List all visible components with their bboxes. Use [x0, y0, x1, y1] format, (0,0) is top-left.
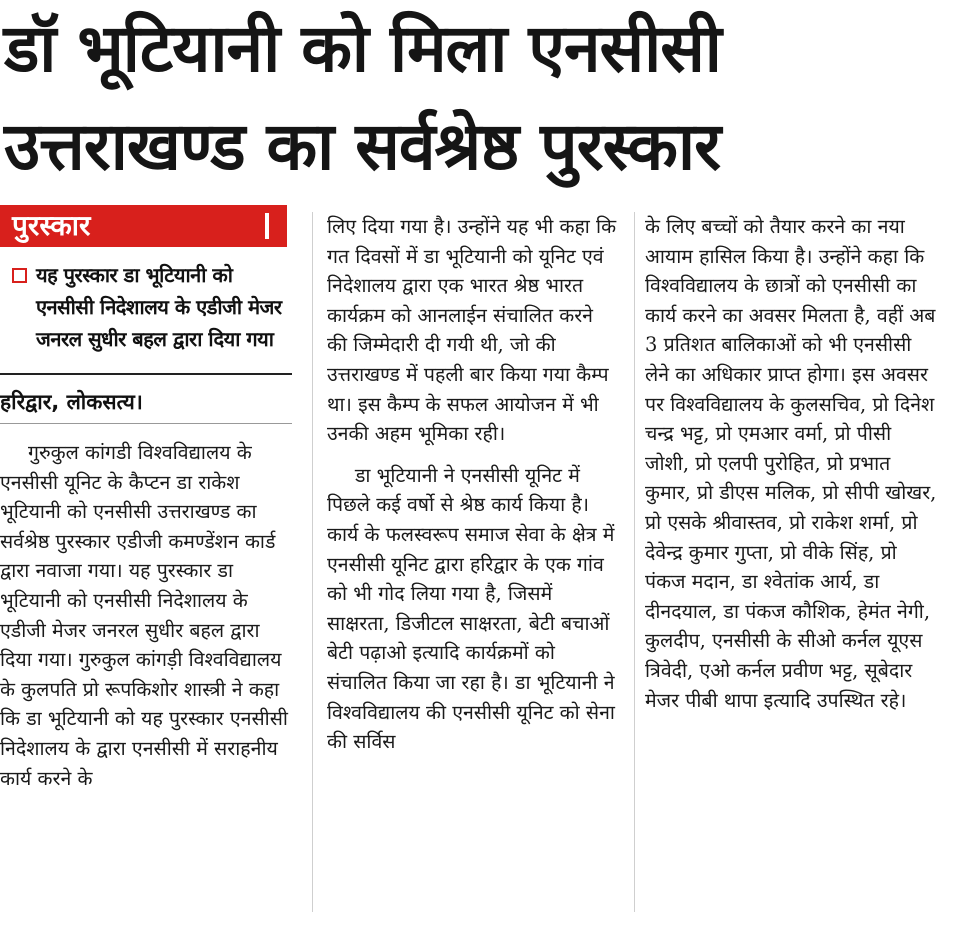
column-3: [645, 212, 940, 715]
column-1: [0, 205, 292, 793]
divider-thin: [0, 423, 292, 424]
headline-line-2: उत्तराखण्ड का सर्वश्रेष्ठ पुरस्कार: [4, 108, 721, 185]
column-1-paragraph: गुरुकुल कांगडी विश्वविद्यालय के एनसीसी यूनिट के कैप्टन डा राकेश भूटियानी को एनसीसी उत्तराखण्ड का सर्वश्रेष्ठ पुरस्कार एडीजी कमण्डेंशन कार्ड द्वारा नवाजा गया। यह पुरस्कार डा भूटियानी को एनसीसी निदेशालय के एडीजी मेजर जनरल सुधीर बहल द्वारा दिया गया। गुरुकुल कांगड़ी विश्वविद्यालय के कुलपति प्रो रूपकिशोर शास्त्री ने कहा कि डा भूटियानी को यह पुरस्कार एनसीसी निदेशालय के द्वारा एनसीसी में सराहनीय कार्य करने के: [0, 441, 288, 790]
headline: [0, 0, 961, 196]
column-2: [327, 212, 619, 757]
column-3-paragraph: के लिए बच्चों को तैयार करने का नया आयाम हासिल किया है। उन्होंने कहा कि विश्वविद्यालय के छात्रों को एनसीसी का कार्य करने का अवसर मिलता है, वहीं अब 3 प्रतिशत बालिकाओं को भी एनसीसी लेने का अधिकार प्राप्त होगा। इस अवसर पर विश्वविद्यालय के कुलसचिव, प्रो दिनेश चन्द्र भट्ट, प्रो एमआर वर्मा, प्रो पीसी जोशी, प्रो एलपी पुरोहित, प्रो प्रभात कुमार, प्रो डीएस मलिक, प्रो सीपी खोखर, प्रो एसके श्रीवास्तव, प्रो राकेश शर्मा, प्रो देवेन्द्र कुमार गुप्ता, प्रो वीके सिंह, प्रो पंकज मदान, डा श्वेतांक आर्य, डा दीनदयाल, डा पंकज कौशिक, हेमंत नेगी, कुलदीप, एनसीसी के सीओ कर्नल यूएस त्रिवेदी, एओ कर्नल प्रवीण भट्ट, सूबेदार मेजर पीबी थापा इत्यादि उपस्थित रहे।: [645, 215, 937, 712]
headline-line-1: डॉ भूटियानी को मिला एनसीसी: [4, 10, 721, 87]
divider: [0, 373, 292, 375]
highlight-text: यह पुरस्कार डा भूटियानी को एनसीसी निदेशालय के एडीजी मेजर जनरल सुधीर बहल द्वारा दिया गया: [36, 263, 282, 351]
dateline: हरिद्वार, लोकसत्य।: [0, 390, 143, 414]
column-2-paragraph-2: डा भूटियानी ने एनसीसी यूनिट में पिछले कई वर्षो से श्रेष्ठ कार्य किया है। कार्य के फलस्वरूप समाज सेवा के क्षेत्र में एनसीसी यूनिट द्वारा हरिद्वार के एक गांव को भी गोद लिया गया है, जिसमें साक्षरता, डिजीटल साक्षरता, बेटी बचाओं बेटी पढ़ाओ इत्यादि कार्यक्रमों को संचालित किया जा रहा है। डा भूटियानी ने विश्वविद्यालय की एनसीसी यूनिट को सेना की सर्विस: [327, 463, 615, 754]
highlight-box: [0, 259, 292, 355]
section-tag: [0, 205, 287, 247]
section-tag-label: पुरस्कार: [12, 209, 91, 242]
tag-bar-decoration: [265, 213, 269, 239]
column-separator: [312, 212, 313, 912]
column-separator: [634, 212, 635, 912]
column-2-paragraph-1: लिए दिया गया है। उन्होंने यह भी कहा कि गत दिवसों में डा भूटियानी को यूनिट एवं निदेशालय द्वारा एक भारत श्रेष्ठ भारत कार्यक्रम को आनलाईन संचालित करने की जिम्मेदारी दी गयी थी, जो की उत्तराखण्ड में पहली बार किया गया कैम्प था। इस कैम्प के सफल आयोजन में भी उनकी अहम भूमिका रही।: [327, 215, 617, 446]
bullet-square-icon: [12, 268, 27, 283]
